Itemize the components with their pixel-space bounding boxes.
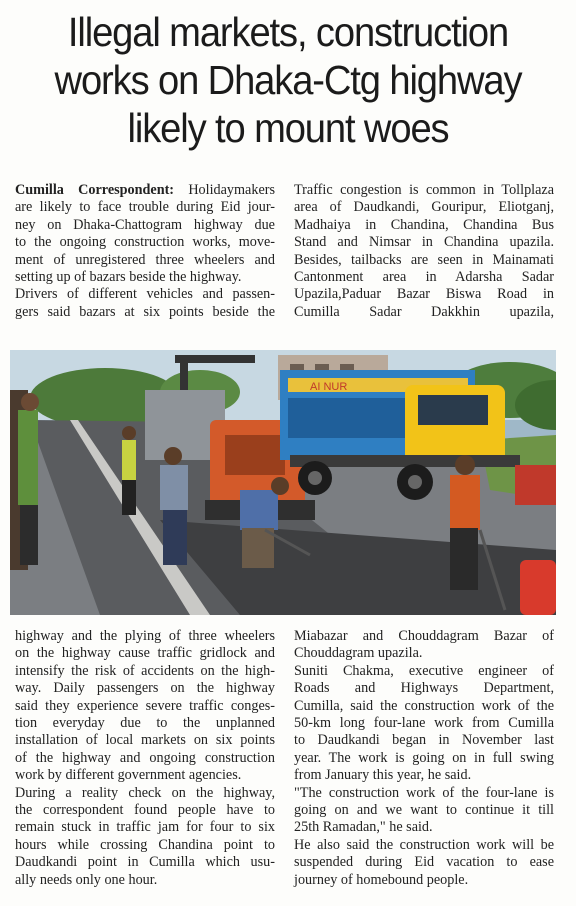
text-line: Cumilla Sadar Dakkhin upazila, xyxy=(294,303,554,320)
headline-line-3: likely to mount woes xyxy=(127,105,449,151)
text-line: of the highway and ongoing construction xyxy=(15,749,275,766)
headline xyxy=(29,8,546,152)
text-line: said they experience severe traffic conges- xyxy=(15,697,275,714)
text-line: the correspondent found people have to xyxy=(15,802,275,819)
text-line: Madhaiya in Chandina, Chandina Bus xyxy=(294,216,554,233)
text-line: ney on Dhaka-Chattogram highway due xyxy=(15,216,275,233)
text-line: to the ongoing construction works, move- xyxy=(15,234,275,251)
text-line: Traffic congestion is common in Tollplaza xyxy=(294,182,554,198)
text-line: 50-km long four-lane work from Cumilla xyxy=(294,715,554,732)
text-line: Holidaymakers xyxy=(188,182,275,198)
text-line: Drivers of different vehicles and passen- xyxy=(15,286,275,303)
text-line: He also said the construction work will be xyxy=(294,836,554,853)
text-line: Miabazar and Chouddagram Bazar of xyxy=(294,628,554,644)
text-line: hours while crossing Chandina point to xyxy=(15,836,275,853)
text-line: 25th Ramadan," he said. xyxy=(294,819,433,836)
article-column-2 xyxy=(294,182,554,321)
article-column-4 xyxy=(294,628,554,889)
text-line: remain stuck in traffic jam for four to six xyxy=(15,819,275,836)
article-column-3 xyxy=(15,628,275,889)
text-line: Roads and Highways Department, xyxy=(294,680,554,697)
headline-line-1: Illegal markets, construction xyxy=(67,9,509,55)
text-line: Cantonment area in Adarsha Sadar xyxy=(294,269,554,286)
headline-line-2: works on Dhaka-Ctg highway xyxy=(54,57,522,103)
text-line: installation of local markets on six points xyxy=(15,732,275,749)
text-line: Besides, tailbacks are seen in Mainamati xyxy=(294,251,554,268)
text-line: suspended during Eid vacation to ease xyxy=(294,854,554,871)
truck-sign: AI NUR xyxy=(310,381,348,393)
text-line: year. The work is going on in full swing xyxy=(294,749,554,766)
text-line: gers said bazars at six points beside the xyxy=(15,303,275,320)
byline: Cumilla Correspondent: xyxy=(15,182,175,198)
text-line: going on and we want to continue it till xyxy=(294,802,554,819)
text-line: highway and the plying of three wheelers xyxy=(15,628,275,644)
text-line: Suniti Chakma, executive engineer of xyxy=(294,662,554,679)
text-line: work by different government agencies. xyxy=(15,767,242,784)
text-line: Stand and Nimsar in Chandina upazila. xyxy=(294,234,554,251)
text-line: Upazila,Paduar Bazar Biswa Road in xyxy=(294,286,554,303)
article-column-1 xyxy=(15,182,275,321)
text-line: are likely to face trouble during Eid jour- xyxy=(15,199,275,216)
text-line: During a reality check on the highway, xyxy=(15,784,275,801)
text-line: to Daudkandi began in November last xyxy=(294,732,554,749)
text-line: journey of homebound people. xyxy=(294,871,469,888)
text-line: tion everyday due to the unplanned xyxy=(15,715,275,732)
text-line: ally needs only one hour. xyxy=(15,871,158,888)
text-line: "The construction work of the four-lane is xyxy=(294,784,554,801)
text-line: setting up of bazars beside the highway. xyxy=(15,269,242,286)
text-line: Cumilla, said the construction work of the xyxy=(294,697,554,714)
text-line: way. Daily passengers on the highway xyxy=(15,680,275,697)
text-line: from January this year, he said. xyxy=(294,767,472,784)
text-line: intensify the risk of accidents on the high- xyxy=(15,662,275,679)
text-line: area of Daudkandi, Gouripur, Eliotganj, xyxy=(294,199,554,216)
text-line: Chouddagram upazila. xyxy=(294,645,423,662)
text-line: on the highway cause traffic gridlock and xyxy=(15,645,275,662)
text-line: ment of unregistered three wheelers and xyxy=(15,251,275,268)
construction-photo xyxy=(10,350,556,615)
text-line: Daudkandi point in Cumilla which usu- xyxy=(15,854,275,871)
